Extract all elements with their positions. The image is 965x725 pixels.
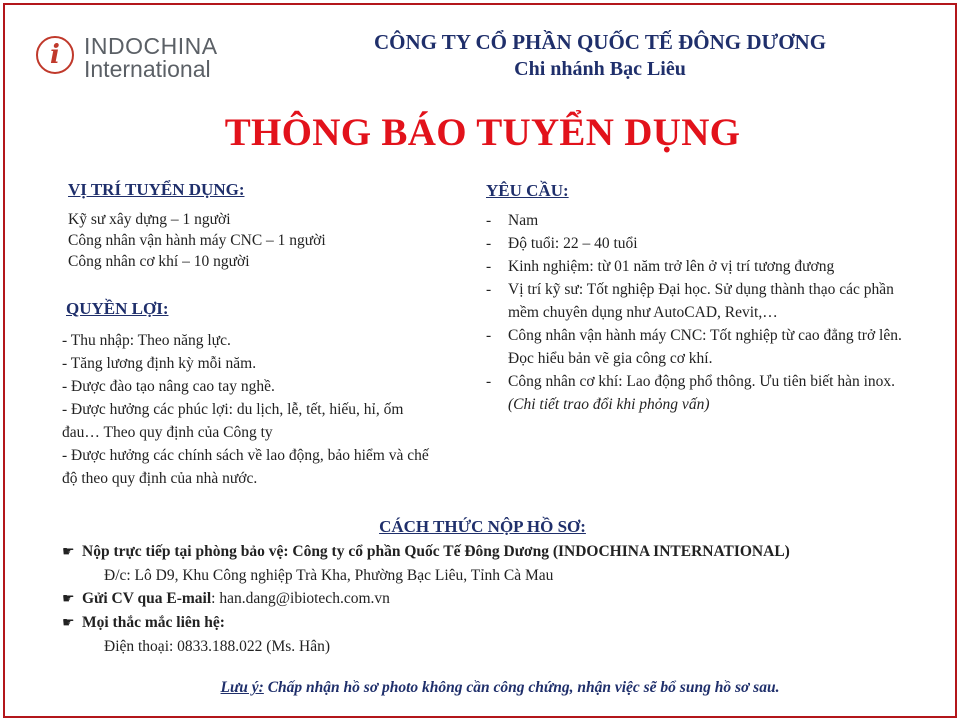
positions-heading: VỊ TRÍ TUYỂN DỤNG: [68,180,245,199]
apply-in-person: ☛ Nộp trực tiếp tại phòng bảo vệ: Công ty cổ phần Quốc Tế Đông Dương (INDOCHINA INTERNATIONAL) [62,540,790,564]
benefit-line: đau… Theo quy định của Công ty [62,424,273,441]
apply-instructions [62,540,790,658]
benefit-line: - Thu nhập: Theo năng lực. [62,332,231,349]
requirement-item: - Vị trí kỹ sư: Tốt nghiệp Đại học. Sử dụng thành thạo các phần mềm chuyên dụng như AutoCAD, Revit,… [486,278,926,324]
requirement-item: - Công nhân cơ khí: Lao động phổ thông. Ưu tiên biết hàn inox. [486,370,926,393]
footnote-label: Lưu ý: [220,679,264,696]
requirement-item: - Nam [486,209,926,232]
dash-marker: - [486,235,492,252]
page-title: THÔNG BÁO TUYỂN DỤNG [224,111,741,154]
dash-marker: - [486,327,492,344]
position-item: Kỹ sư xây dựng – 1 người [68,211,231,228]
company-name: CÔNG TY CỔ PHẦN QUỐC TẾ ĐÔNG DƯƠNG [373,30,827,54]
dash-marker: - [486,212,492,229]
position-item: Công nhân cơ khí – 10 người [68,253,250,270]
interview-note: (Chi tiết trao đổi khi phỏng vấn) [508,396,710,413]
benefit-line: - Được đào tạo nâng cao tay nghề. [62,378,275,395]
logo-line1: INDOCHINA [84,33,218,59]
requirements-list [486,209,926,416]
benefit-line: - Tăng lương định kỳ mỗi năm. [62,355,257,372]
benefit-line: - Được hưởng các phúc lợi: du lịch, lễ, tết, hiếu, hỉ, ốm [62,401,404,418]
contact-phone: Điện thoại: 0833.188.022 (Ms. Hân) [104,638,331,655]
apply-address: Đ/c: Lô D9, Khu Công nghiệp Trà Kha, Phường Bạc Liêu, Tỉnh Cà Mau [104,567,554,584]
footnote [0,679,965,697]
requirement-item: - Kinh nghiệm: từ 01 năm trở lên ở vị trí tương đương [486,255,926,278]
positions-list [68,209,326,272]
dash-marker: - [486,281,492,298]
dash-marker: - [486,258,492,275]
benefits-list [62,329,482,490]
branch-name: Chi nhánh Bạc Liêu [514,58,686,80]
apply-email: ☛ Gửi CV qua E-mail: han.dang@ibiotech.com.vn [62,587,790,611]
benefit-line: độ theo quy định của nhà nước. [62,470,258,487]
footnote-text: Chấp nhận hồ sơ photo không cần công chứng, nhận việc sẽ bổ sung hồ sơ sau. [263,679,780,696]
position-item: Công nhân vận hành máy CNC – 1 người [68,232,326,249]
logo-line2: International [84,56,211,82]
pointing-hand-icon: ☛ [62,591,75,607]
pointing-hand-icon: ☛ [62,615,75,631]
requirements-heading: YÊU CẦU: [486,181,569,200]
dash-marker: - [486,373,492,390]
apply-heading: CÁCH THỨC NỘP HỒ SƠ: [379,517,586,536]
requirement-item: - Độ tuổi: 22 – 40 tuổi [486,232,926,255]
benefit-line: - Được hưởng các chính sách về lao động, bảo hiểm và chế [62,447,429,464]
requirement-item: - Công nhân vận hành máy CNC: Tốt nghiệp từ cao đẳng trở lên. Đọc hiểu bản vẽ gia công cơ khí. [486,324,926,370]
company-logo [36,34,246,84]
pointing-hand-icon: ☛ [62,544,75,560]
benefits-heading: QUYỀN LỢI: [66,299,169,318]
logo-i-icon: i [36,36,74,74]
email-link[interactable]: : han.dang@ibiotech.com.vn [211,590,390,607]
apply-contact: ☛ Mọi thắc mắc liên hệ: [62,611,790,635]
